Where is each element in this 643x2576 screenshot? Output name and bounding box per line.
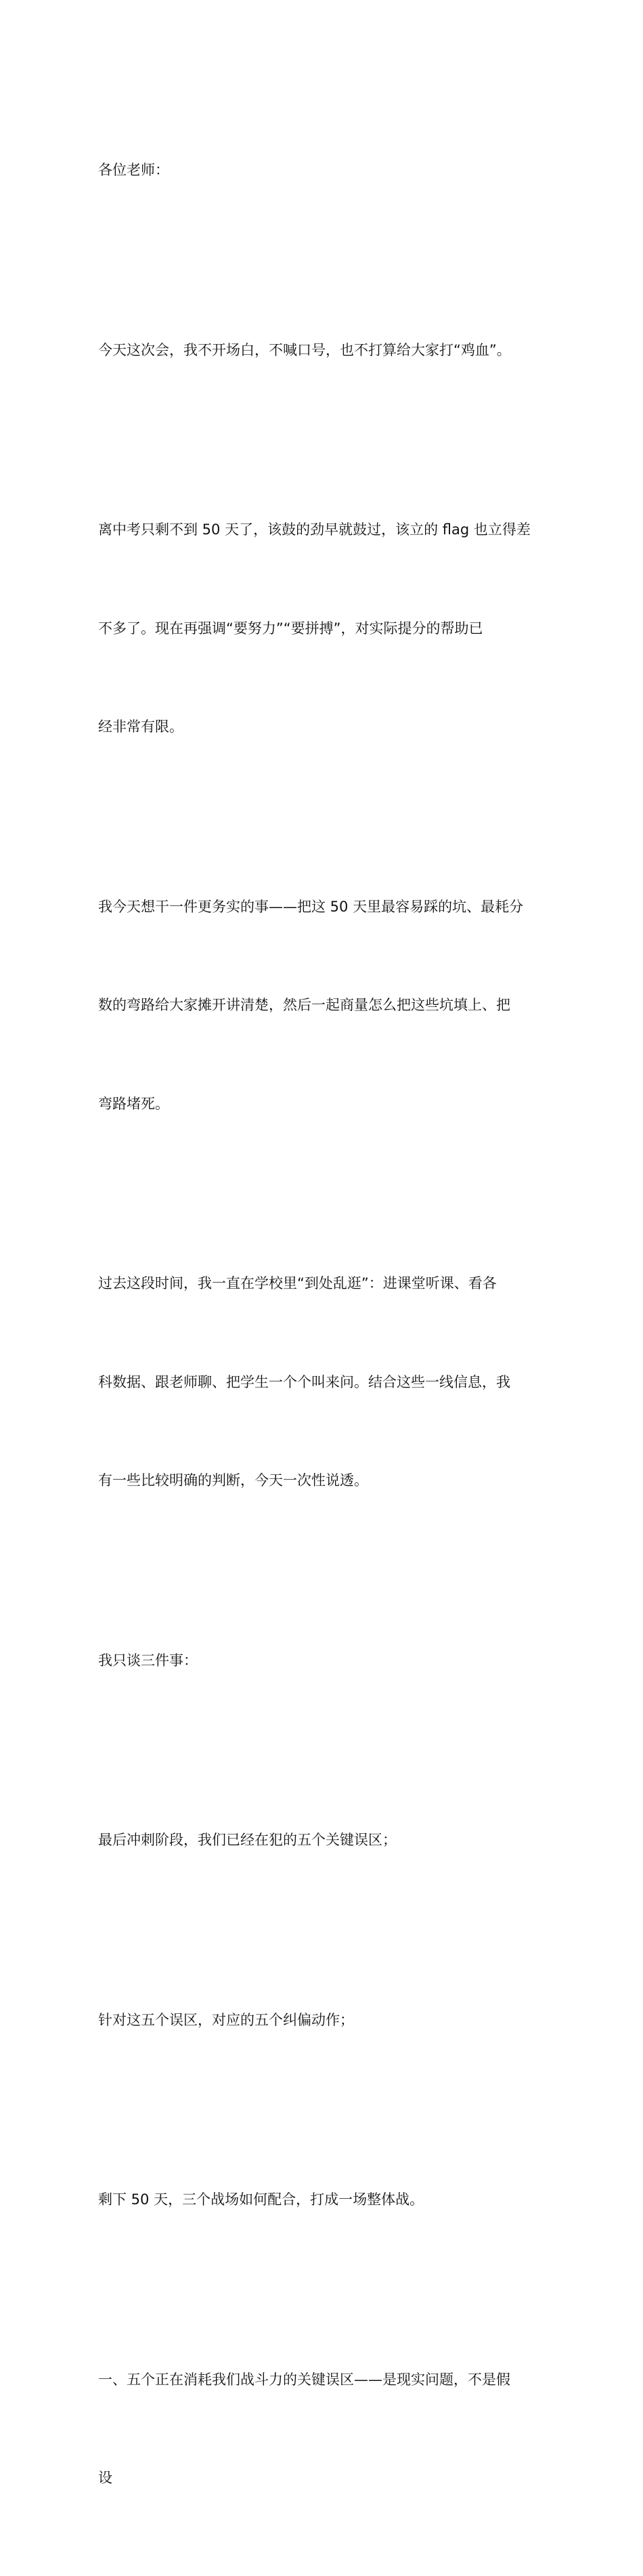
text-line: 我只谈三件事：: [98, 1652, 198, 1669]
body-paragraph: [98, 448, 548, 809]
text-line: 科数据、跟老师聊、把学生一个个叫来问。结合这些一线信息，我: [98, 1373, 510, 1390]
text-line: 不多了。现在再强调“要努力”“要拼搏”，对实际提分的帮助已: [98, 620, 483, 637]
text-line: 今天这次会，我不开场白，不喊口号，也不打算给大家打“鸡血”。: [98, 341, 511, 358]
text-line: 过去这段时间，我一直在学校里“到处乱逛”：进课堂听课、看各: [98, 1275, 497, 1291]
body-paragraph: [98, 1201, 548, 1563]
text-line: 数的弯路给大家摊开讲清楚，然后一起商量怎么把这些坑填上、把: [98, 997, 510, 1013]
list-item: [98, 1938, 548, 2103]
list-item: [98, 2118, 548, 2282]
list-intro: [98, 1579, 548, 1743]
list-item: [98, 1758, 548, 1923]
text-line: 各位老师：: [98, 162, 169, 178]
salutation: [98, 88, 548, 253]
body-paragraph: [98, 825, 548, 1186]
text-line: 弯路堵死。: [98, 1095, 169, 1112]
document-body: [98, 88, 548, 2576]
text-line: 离中考只剩不到 50 天了，该鼓的劲早就鼓过，该立的 flag 也立得差: [98, 521, 531, 538]
text-line: 我今天想干一件更务实的事——把这 50 天里最容易踩的坑、最耗分: [98, 898, 524, 915]
text-line: 一、五个正在消耗我们战斗力的关键误区——是现实问题，不是假: [98, 2371, 510, 2388]
text-line: 剩下 50 天，三个战场如何配合，打成一场整体战。: [98, 2191, 424, 2208]
text-line: 针对这五个误区，对应的五个纠偏动作；: [98, 2011, 354, 2028]
text-line: 经非常有限。: [98, 718, 183, 735]
text-line: 有一些比较明确的判断，今天一次性说透。: [98, 1472, 368, 1488]
text-line: 设: [98, 2470, 112, 2486]
section-heading: [98, 2298, 548, 2560]
opening-paragraph: [98, 268, 548, 433]
text-line: 最后冲刺阶段，我们已经在犯的五个关键误区；: [98, 1832, 397, 1848]
